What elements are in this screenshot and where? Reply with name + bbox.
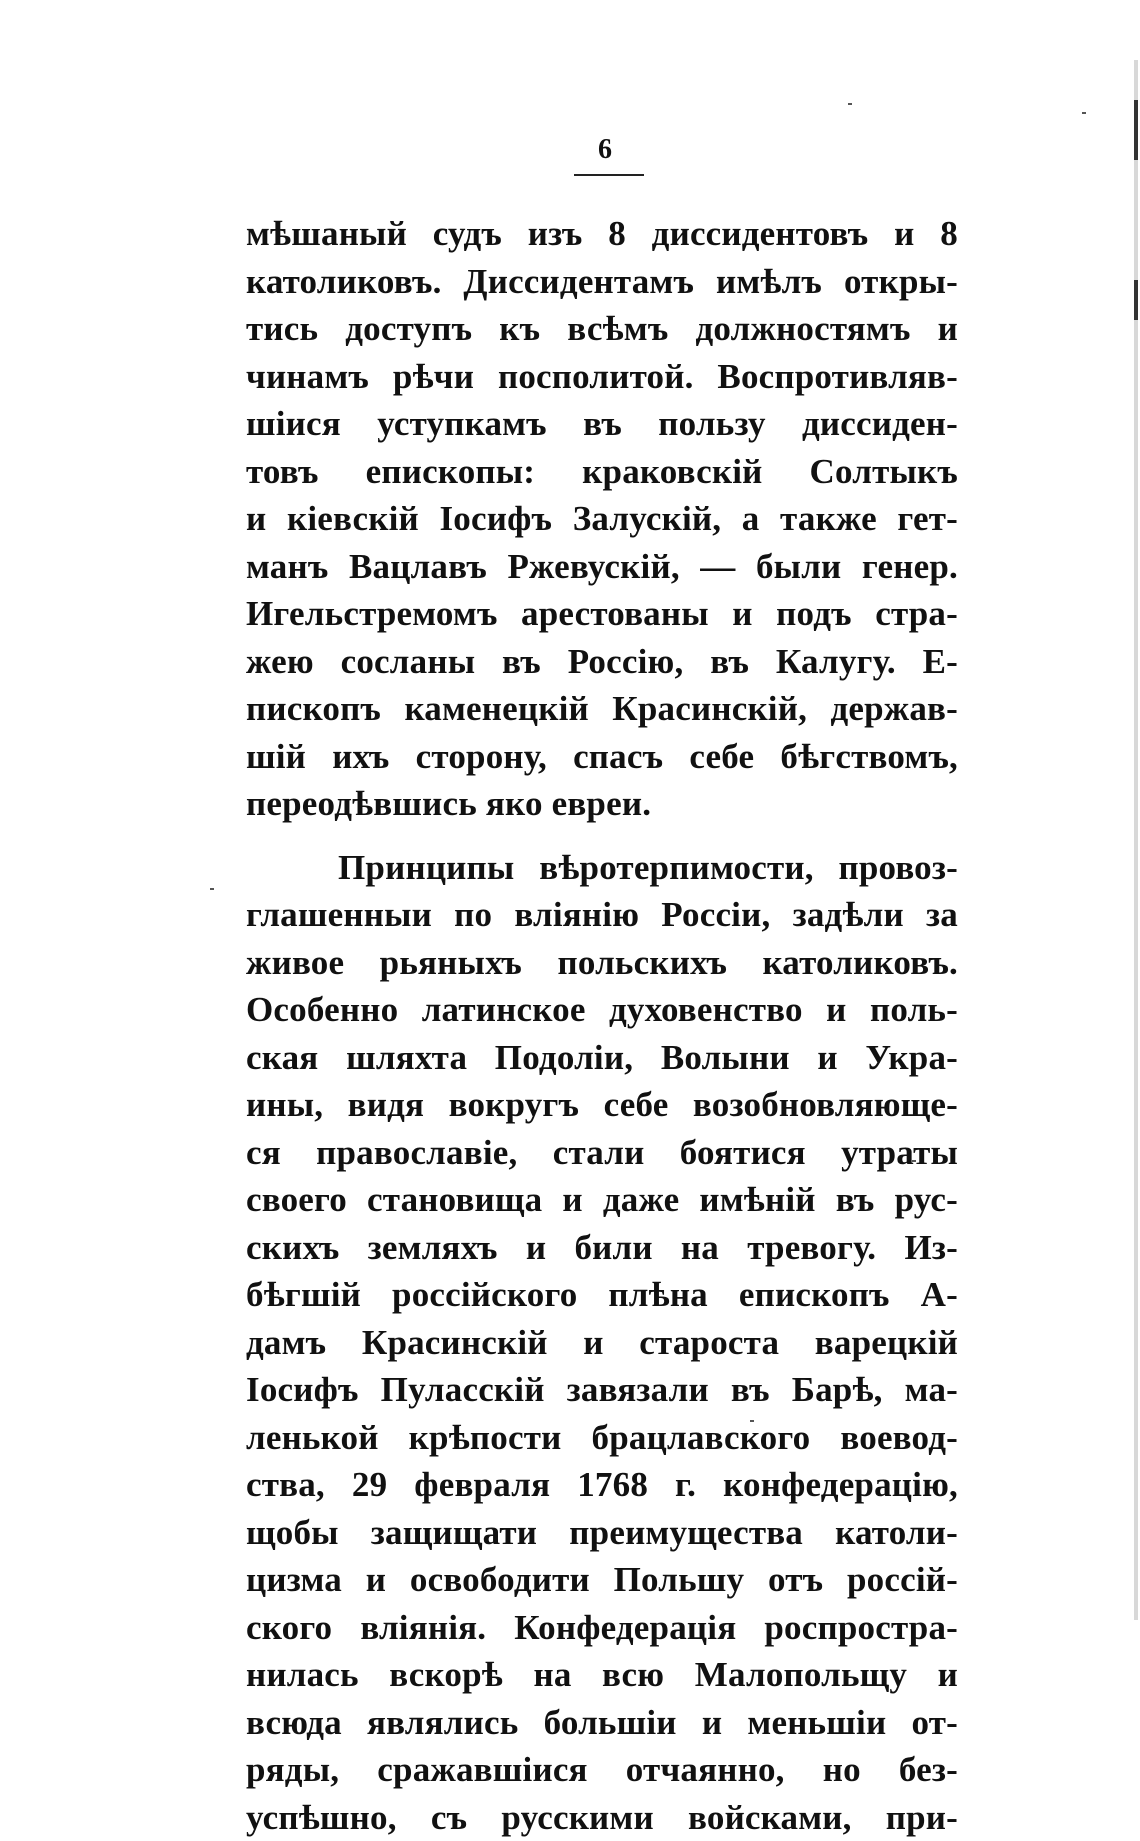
paragraph-2	[246, 844, 958, 1841]
text-line: ряды, сражавшіися отчаянно, но без-	[246, 1746, 958, 1794]
paragraph-1	[246, 210, 958, 828]
text-line: бѣгшій россійского плѣна епископъ А-	[246, 1271, 958, 1319]
text-line: переодѣвшись яко евреи.	[246, 780, 958, 828]
text-line: Особенно латинское духовенство и поль-	[246, 986, 958, 1034]
text-line: дамъ Красинскій и староста варецкій	[246, 1319, 958, 1367]
text-line: Принципы вѣротерпимости, провоз-	[246, 844, 958, 892]
text-line: ины, видя вокругъ себе возобновляюще-	[246, 1081, 958, 1129]
text-line: ства, 29 февраля 1768 г. конфедерацію,	[246, 1461, 958, 1509]
text-line: цизма и освободити Польшу отъ россій-	[246, 1556, 958, 1604]
text-line: успѣшно, съ русскими войсками, при-	[246, 1794, 958, 1841]
page-number-rule	[574, 174, 644, 176]
text-line: Іосифъ Пуласскій завязали въ Барѣ, ма-	[246, 1366, 958, 1414]
text-line: скихъ земляхъ и били на тревогу. Из-	[246, 1224, 958, 1272]
scan-speck	[1082, 112, 1086, 114]
text-line: ская шляхта Подоліи, Волыни и Укра-	[246, 1034, 958, 1082]
text-line: нилась вскорѣ на всю Малопольщу и	[246, 1651, 958, 1699]
text-line: ского вліянія. Конфедерація роспростра-	[246, 1604, 958, 1652]
text-line: ся православіе, стали боятися утраты	[246, 1129, 958, 1177]
text-line: мѣшаный судъ изъ 8 диссидентовъ и 8	[246, 210, 958, 258]
text-line: католиковъ. Диссидентамъ имѣлъ откры-	[246, 258, 958, 306]
text-line: Игельстремомъ арестованы и подъ стра-	[246, 590, 958, 638]
text-line: пископъ каменецкій Красинскій, держав-	[246, 685, 958, 733]
text-line: тись доступъ къ всѣмъ должностямъ и	[246, 305, 958, 353]
page-number: 6	[598, 136, 612, 164]
scan-edge-bar	[1134, 60, 1138, 1620]
scan-speck	[210, 888, 214, 890]
text-line: жею сосланы въ Россію, въ Калугу. Е-	[246, 638, 958, 686]
text-line: всюда являлись большіи и меньшіи от-	[246, 1699, 958, 1747]
text-line: шіися уступкамъ въ пользу диссиден-	[246, 400, 958, 448]
text-line: своего становища и даже имѣній въ рус-	[246, 1176, 958, 1224]
body-text	[246, 210, 958, 1841]
text-line: живое рьяныхъ польскихъ католиковъ.	[246, 939, 958, 987]
scan-speck	[848, 103, 852, 105]
text-line: чинамъ рѣчи посполитой. Воспротивляв-	[246, 353, 958, 401]
text-line: манъ Вацлавъ Ржевускій, — были генер.	[246, 543, 958, 591]
text-line: глашенныи по вліянію Россіи, задѣли за	[246, 891, 958, 939]
text-line: ленькой крѣпости брацлавского воевод-	[246, 1414, 958, 1462]
text-line: товъ епископы: краковскій Солтыкъ	[246, 448, 958, 496]
text-line: шій ихъ сторону, спасъ себе бѣгствомъ,	[246, 733, 958, 781]
text-line: щобы защищати преимущества католи-	[246, 1509, 958, 1557]
text-line: и кіевскій Іосифъ Залускій, а также гет-	[246, 495, 958, 543]
